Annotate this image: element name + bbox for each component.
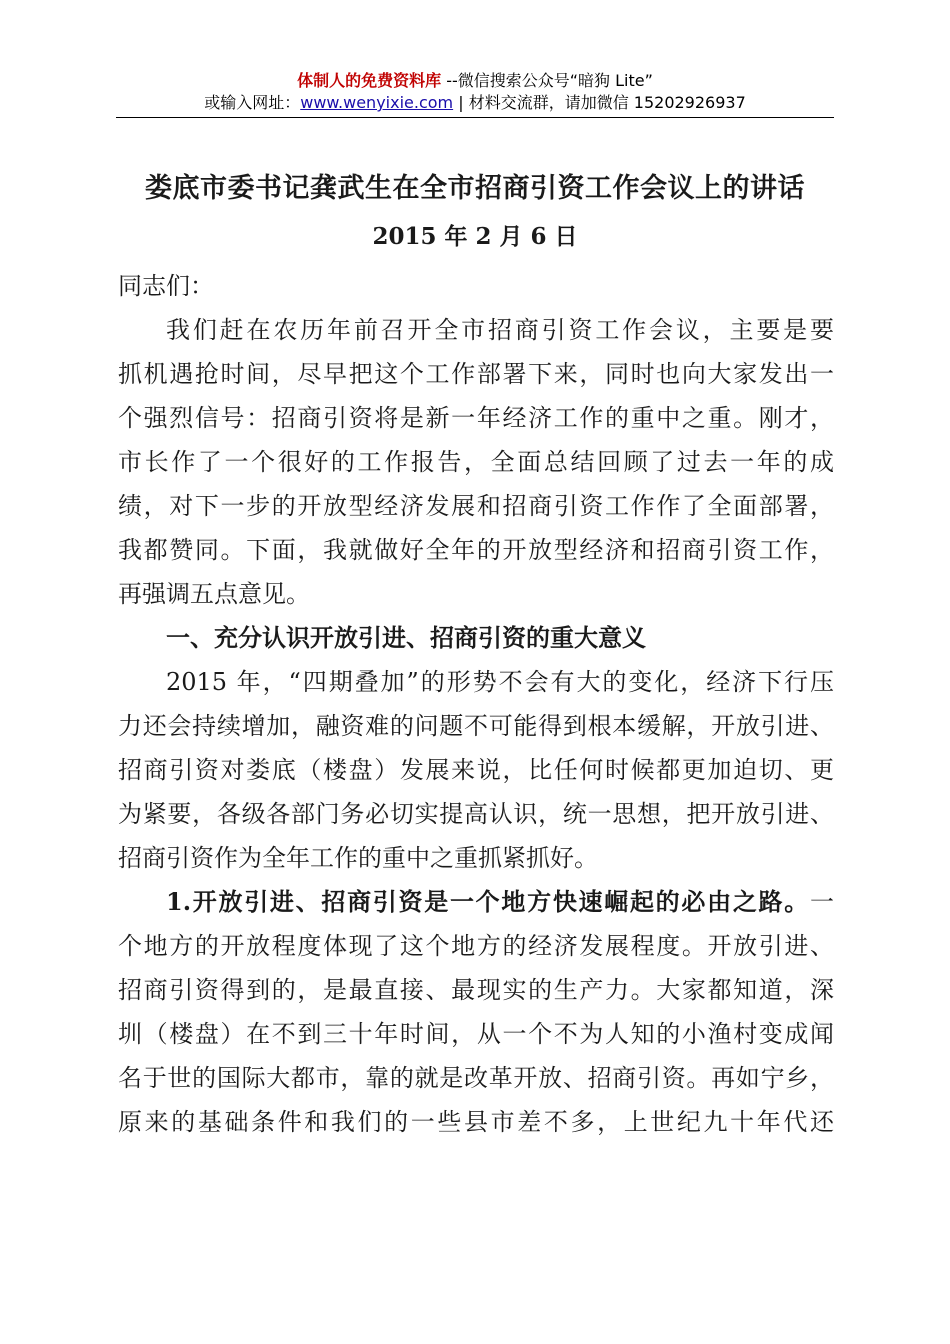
text-line: 我都赞同。下面，我就做好全年的开放型经济和招商引资工作， bbox=[118, 536, 834, 564]
paragraph-3 bbox=[118, 880, 834, 1144]
text-line bbox=[118, 880, 834, 924]
text-line: 招商引资得到的，是最直接、最现实的生产力。大家都知道，深 bbox=[118, 976, 834, 1004]
text-line: 再强调五点意见。 bbox=[118, 580, 310, 608]
text-line: 个地方的开放程度体现了这个地方的经济发展程度。开放引进、 bbox=[118, 932, 834, 960]
text-line: 我们赶在农历年前召开全市招商引资工作会议，主要是要 bbox=[166, 316, 834, 344]
text-line: 绩，对下一步的开放型经济发展和招商引资工作作了全面部署， bbox=[118, 492, 834, 520]
salutation: 同志们： bbox=[118, 272, 214, 300]
paragraph-2 bbox=[118, 660, 834, 880]
header-line-1 bbox=[0, 70, 950, 92]
text-line: 名于世的国际大都市，靠的就是改革开放、招商引资。再如宁乡， bbox=[118, 1064, 834, 1092]
header-line-2 bbox=[0, 92, 950, 114]
website-link[interactable]: www.wenyixie.com bbox=[300, 93, 454, 112]
header-divider bbox=[116, 117, 834, 118]
text-line: 招商引资作为全年工作的重中之重抓紧抓好。 bbox=[118, 844, 598, 872]
text-line: 市长作了一个很好的工作报告，全面总结回顾了过去一年的成 bbox=[118, 448, 834, 476]
point-1-tail: 一 bbox=[810, 888, 834, 916]
url-suffix: | 材料交流群，请加微信 15202926937 bbox=[453, 93, 746, 112]
text-line: 为紧要，各级各部门务必切实提高认识，统一思想，把开放引进、 bbox=[118, 800, 834, 828]
text-line: 个强烈信号：招商引资将是新一年经济工作的重中之重。刚才， bbox=[118, 404, 834, 432]
text-line: 抓机遇抢时间，尽早把这个工作部署下来，同时也向大家发出一 bbox=[118, 360, 834, 388]
url-prefix: 或输入网址： bbox=[204, 93, 301, 112]
point-1-lead: 1.开放引进、招商引资是一个地方快速崛起的必由之路。 bbox=[166, 887, 810, 916]
document-date: 2015 年 2 月 6 日 bbox=[372, 223, 578, 250]
watermark-header bbox=[0, 70, 950, 114]
brand-name: 体制人的免费资料库 bbox=[297, 71, 442, 90]
document-title: 娄底市委书记龚武生在全市招商引资工作会议上的讲话 bbox=[145, 173, 805, 204]
text-line: 2015 年，“四期叠加”的形势不会有大的变化，经济下行压 bbox=[166, 668, 834, 696]
section-heading-1: 一、充分认识开放引进、招商引资的重大意义 bbox=[166, 624, 646, 652]
text-line: 招商引资对娄底（楼盘）发展来说，比任何时候都更加迫切、更 bbox=[118, 756, 834, 784]
text-line: 原来的基础条件和我们的一些县市差不多，上世纪九十年代还 bbox=[118, 1108, 834, 1136]
text-line: 圳（楼盘）在不到三十年时间，从一个不为人知的小渔村变成闻 bbox=[118, 1020, 834, 1048]
header-tagline: --微信搜索公众号“暗狗 Lite” bbox=[441, 71, 653, 90]
document-body bbox=[118, 264, 834, 1144]
paragraph-1 bbox=[118, 308, 834, 616]
text-line: 力还会持续增加，融资难的问题不可能得到根本缓解，开放引进、 bbox=[118, 712, 834, 740]
